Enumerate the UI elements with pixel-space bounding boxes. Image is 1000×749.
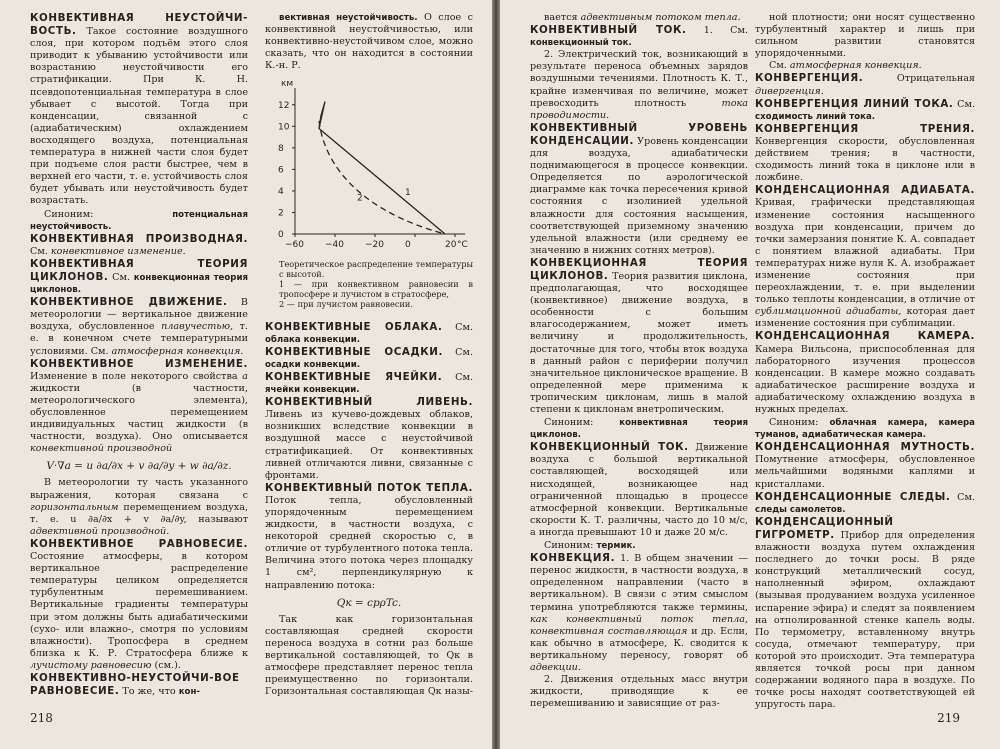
left-column-2 bbox=[265, 12, 473, 698]
italic-term: плавучестью, bbox=[161, 321, 234, 333]
italic-term: атмосферная конвекция. bbox=[789, 60, 922, 72]
dictionary-entry: КОНВЕКТИВНАЯ НЕУСТОЙЧИ-ВОСТЬ. Такое состояние воздушного слоя, при котором подъём этого слоя приводит к убыванию устойчивости или возрастанию неустойчивости его стратификации. При К. Н. псевдопотенциальная температура в слое убывает с высотой. Тогда при конденсации, связанной с (адиабатическим) охлаждением восходящего воздуха, потенциальная температура в нижней части слоя будет при подъеме слоя расти быстрее, чем в верхней его части, т. е. устойчивость слоя будет убывать или неустойчивость будет возрастать. bbox=[30, 12, 248, 207]
dictionary-entry: КОНВЕКТИВНЫЙ ТОК. 1. См. конвекционный ток. bbox=[530, 24, 748, 49]
paragraph: 2. Движения отдельных масс внутри жидкости, приводящие к ее перемешиванию и зависящие от раз- bbox=[530, 674, 748, 710]
synonym-line: Синоним: термик. bbox=[544, 540, 636, 552]
curve-1-solid bbox=[319, 102, 445, 234]
entry-headword: КОНДЕНСАЦИОННАЯ МУТНОСТЬ. bbox=[755, 441, 975, 454]
y-tick-label: 2 bbox=[278, 208, 284, 219]
dictionary-entry: КОНДЕНСАЦИОННАЯ АДИАБАТА. Кривая, графически представляющая изменение состояния насыщенного воздуха при конденсации, причем до точки замерзания понятие К. А. совпадает с понятием влажной адиабаты. При температурах ниже нуля К. А. изображает изменение состояния при переохлаждении, т. е. при выделении только теплоты конденсации, в отличие от сублимационной адиабаты, которая дает изменение состояния при сублимации. bbox=[755, 184, 975, 330]
x-tick-label: 0 bbox=[405, 240, 411, 251]
formula: V·∇a = u ∂a/∂x + v ∂a/∂y + w ∂a/∂z. bbox=[46, 460, 232, 473]
y-tick-label: 8 bbox=[278, 144, 284, 155]
y-tick-label: 4 bbox=[278, 187, 284, 198]
right-page bbox=[500, 0, 1000, 749]
entry-headword: КОНВЕКТИВНЫЙ ТОК. bbox=[530, 24, 687, 37]
italic-term: адвекции. bbox=[530, 661, 581, 673]
cross-reference: сходимость линий тока. bbox=[755, 111, 876, 122]
dictionary-entry: КОНВЕКТИВНЫЕ ОБЛАКА. См. облака конвекции. bbox=[265, 320, 473, 345]
caption-line: 1 — при конвективном равновесии в тропосфере и лучистом в стратосфере, bbox=[279, 278, 473, 299]
dictionary-entry: КОНВЕКТИВНЫЙ ПОТОК ТЕПЛА. Поток тепла, обусловленный упорядоченным перемещением жидкости, в частности воздуха, с некоторой средней скоростью c, в отличие от турбулентного потока тепла. Величина этого потока через площадку 1 см², перпендикулярную к направлению потока: bbox=[265, 481, 473, 591]
dictionary-entry: КОНДЕНСАЦИОННЫЙ ГИГРОМЕТР. Прибор для определения влажности воздуха путем охлаждения последнего до точки росы. В ряде конструкций металлический сосуд, наполненный эфиром, охлаждают (вызывая продуванием воздуха усиленное испарение эфира) и следят за появлением на отполированной стенке капель воды. По термометру, вставленному внутрь сосуда, отмечают температуру, при которой это происходит. Эта температура является точкой росы при данном содержании водяного пара в воздухе. По точке росы находят соответствующей ей упругость пара. bbox=[755, 515, 975, 711]
formula: Qк = cpρTc. bbox=[336, 596, 402, 609]
entry-headword: КОНВЕКТИВНЫЕ ЯЧЕЙКИ. bbox=[265, 370, 443, 383]
cross-reference: облака конвекции. bbox=[265, 334, 361, 345]
synonym-line: Синоним: конвективная теория циклонов. bbox=[530, 417, 748, 441]
y-axis-unit: км bbox=[281, 79, 294, 90]
dictionary-entry: КОНДЕНСАЦИОННАЯ МУТНОСТЬ. Помутнение атмосферы, обусловленное мельчайшими водяными каплями и кристаллами. bbox=[755, 441, 975, 490]
entry-headword: КОНВЕКТИВНОЕ ДВИЖЕНИЕ. bbox=[30, 296, 228, 309]
entry-headword: КОНВЕКЦИОННЫЙ ТОК. bbox=[530, 441, 689, 454]
caption-title: Теоретическое распределение температуры с высотой. bbox=[279, 258, 473, 279]
entry-headword: КОНВЕКТИВНАЯ НЕУСТОЙЧИ-ВОСТЬ. bbox=[30, 12, 248, 38]
entry-headword: КОНДЕНСАЦИОННАЯ КАМЕРА. bbox=[755, 330, 975, 343]
cross-reference: осадки конвекции. bbox=[265, 359, 361, 370]
page-number-left: 218 bbox=[30, 711, 53, 725]
right-column-1 bbox=[530, 12, 748, 710]
italic-term: a bbox=[242, 370, 248, 382]
paragraph: ной плотности; они носят существенно турбулентный характер и лишь при сильном развитии становятся упорядоченными. bbox=[755, 12, 975, 60]
dictionary-entry: КОНВЕКТИВНО-НЕУСТОЙЧИ-ВОЕ РАВНОВЕСИЕ. То же, что кон- bbox=[30, 671, 240, 698]
italic-term: сублимационной адиабаты, bbox=[755, 306, 902, 318]
left-page bbox=[0, 0, 492, 749]
x-axis-unit: °C bbox=[457, 240, 468, 251]
entry-headword: КОНВЕКТИВНАЯ ПРОИЗВОДНАЯ. bbox=[30, 232, 248, 245]
dictionary-entry: КОНВЕКТИВНАЯ ТЕОРИЯ ЦИКЛОНОВ. См. конвекционная теория циклонов. bbox=[30, 257, 248, 296]
italic-term: конвективное изменение. bbox=[50, 245, 186, 257]
left-column-1 bbox=[30, 12, 248, 698]
dictionary-entry: КОНВЕКЦИОННЫЙ ТОК. Движение воздуха с большой вертикальной составляющей, восходящей или нисходящей, возникающее над ограниченной площадью в процессе атмосферной конвекции. Вертикальные скорости К. Т. различны, часто до 10 м/с, а иногда превышают 10 и даже 20 м/с. bbox=[530, 441, 748, 538]
entry-headword: КОНДЕНСАЦИОННАЯ АДИАБАТА. bbox=[755, 184, 975, 197]
cross-reference: конвекционный ток. bbox=[530, 38, 632, 49]
synonym-term: потенциальная неустойчивость. bbox=[30, 209, 248, 232]
entry-headword: КОНВЕРГЕНЦИЯ. bbox=[755, 72, 864, 85]
synonym-term: термик. bbox=[596, 541, 636, 552]
italic-term: конвективной производной bbox=[30, 443, 173, 455]
entry-headword: КОНВЕКЦИОННАЯ ТЕОРИЯ ЦИКЛОНОВ. bbox=[530, 256, 748, 282]
curve-2-label: 2 bbox=[357, 194, 363, 205]
y-tick-label: 10 bbox=[278, 122, 290, 133]
entry-headword: КОНДЕНСАЦИОННЫЙ ГИГРОМЕТР. bbox=[755, 515, 894, 541]
dictionary-entry: КОНВЕРГЕНЦИЯ ТРЕНИЯ. Конвергенция скорости, обусловленная действием трения; в частности, сходимость линий тока в циклоне или в ложбине. bbox=[755, 122, 975, 184]
dictionary-entry: КОНВЕРГЕНЦИЯ ЛИНИЙ ТОКА. См. сходимость линий тока. bbox=[755, 97, 975, 122]
italic-term: атмосферная конвекция. bbox=[111, 345, 244, 357]
entry-headword: КОНВЕКТИВНЫЙ ЛИВЕНЬ. bbox=[265, 396, 473, 409]
dictionary-entry: КОНВЕРГЕНЦИЯ. Отрицательная дивергенция. bbox=[755, 72, 975, 97]
paragraph: См. атмосферная конвекция. bbox=[769, 60, 922, 72]
entry-headword: КОНВЕКТИВНОЕ РАВНОВЕСИЕ. bbox=[30, 537, 248, 550]
synonym-line: Синоним: потенциальная неустойчивость. bbox=[30, 208, 248, 232]
italic-term: дивергенция. bbox=[755, 85, 824, 97]
dictionary-entry: КОНВЕКТИВНЫЙ УРОВЕНЬ КОНДЕНСАЦИИ. Уровень конденсации для воздуха, адиабатически поднимающегося в процессе конвекции. Определяется по аэрологической диаграмме как точка пересечения кривой состояния с изолинией удельной влажности для состояния насыщения, соответствующей приземному значению удельной влажности (или среднему ее значению в нижних сотнях метров). bbox=[530, 121, 748, 256]
cross-reference: кон- bbox=[178, 687, 200, 698]
y-tick-label: 0 bbox=[278, 230, 284, 241]
y-tick-label: 12 bbox=[278, 101, 290, 112]
synonym-line: Синоним: облачная камера, камера туманов, адиабатическая камера. bbox=[755, 417, 975, 441]
x-tick-label: 20 bbox=[445, 240, 457, 251]
entry-headword: КОНВЕКТИВНЫЙ ПОТОК ТЕПЛА. bbox=[265, 481, 473, 494]
temperature-profile-chart bbox=[265, 74, 473, 252]
italic-term: как конвективный поток тепла, конвективная составляющая bbox=[530, 613, 748, 637]
x-tick-label: −60 bbox=[285, 240, 304, 251]
dictionary-entry: КОНВЕКЦИЯ. 1. В общем значении — перенос жидкости, в частности воздуха, в определенном направлении (часто в вертикальном). В связи с этим смыслом термина употребляются также термины, как конвективный поток тепла, конвективная составляющая и др. Если, как обычно в атмосфере, К. сводится к вертикальному переносу, говорят об адвекции. bbox=[530, 552, 748, 673]
dictionary-entry: КОНВЕКТИВНЫЕ ЯЧЕЙКИ. См. ячейки конвекции. bbox=[265, 370, 473, 396]
italic-term: лучистому равновесию bbox=[30, 659, 152, 671]
entry-headword: КОНВЕКТИВНО-НЕУСТОЙЧИ-ВОЕ РАВНОВЕСИЕ. bbox=[30, 671, 240, 698]
dictionary-entry: КОНВЕКТИВНЫЕ ОСАДКИ. См. осадки конвекции. bbox=[265, 345, 473, 370]
curve-2-dashed bbox=[319, 121, 445, 234]
italic-term: адвективным потоком тепла. bbox=[580, 12, 741, 23]
curve-1-label: 1 bbox=[405, 188, 411, 199]
entry-headword: КОНДЕНСАЦИОННЫЕ СЛЕДЫ. bbox=[755, 490, 951, 503]
dictionary-entry: КОНВЕКТИВНАЯ ПРОИЗВОДНАЯ. См. конвективное изменение. bbox=[30, 232, 248, 257]
paragraph: В метеорологии ту часть указанного выражения, которая связана с горизонтальным перемещением воздуха, т. е. u ∂a/∂x + v ∂a/∂y, называют адвективной производной. bbox=[30, 477, 248, 537]
book-gutter bbox=[492, 0, 500, 749]
entry-headword: КОНВЕКТИВНАЯ ТЕОРИЯ ЦИКЛОНОВ. bbox=[30, 257, 248, 283]
caption-line: 2 — при лучистом равновесии. bbox=[279, 298, 413, 309]
synonym-term: конвективная теория циклонов. bbox=[530, 418, 748, 441]
dictionary-entry: КОНВЕКТИВНОЕ РАВНОВЕСИЕ. Состояние атмосферы, в котором вертикальное распределение температуры целиком определяется турбулентным перемешиванием. Вертикальные градиенты температуры при этом должны быть адиабатическими (сухо- или влажно-, смотря по условиям влажности). Тропосфера в среднем близка к К. Р. Стратосфера ближе к лучистому равновесию (см.). bbox=[30, 537, 248, 671]
dictionary-entry: КОНВЕКТИВНОЕ ИЗМЕНЕНИЕ. Изменение в поле некоторого свойства a жидкости (в частности, метеорологического элемента), обусловленное перемещением индивидуальных частиц жидкости (в частности, воздуха). Оно описывается конвективной производной bbox=[30, 357, 248, 455]
paragraph: вается адвективным потоком тепла. bbox=[544, 12, 741, 23]
temperature-profile-figure bbox=[265, 72, 473, 320]
x-tick-label: −20 bbox=[365, 240, 384, 251]
dictionary-entry: КОНВЕКТИВНОЕ ДВИЖЕНИЕ. В метеорологии — вертикальное движение воздуха, обусловленное плавучестью, т. е. в конечном счете температурными условиями. См. атмосферная конвекция. bbox=[30, 296, 248, 357]
entry-headword: КОНВЕКТИВНОЕ ИЗМЕНЕНИЕ. bbox=[30, 357, 248, 370]
entry-headword: КОНВЕКЦИЯ. bbox=[530, 552, 616, 565]
cross-reference: следы самолетов. bbox=[755, 504, 846, 515]
right-column-2 bbox=[755, 12, 975, 711]
italic-term: тока проводимости. bbox=[530, 97, 748, 121]
cross-reference: вективная неустойчивость. bbox=[279, 13, 418, 23]
x-tick-label: −40 bbox=[325, 240, 344, 251]
dictionary-entry: КОНДЕНСАЦИОННАЯ КАМЕРА. Камера Вильсона, приспособленная для лабораторного изучения процессов конденсации. В камере можно создавать адиабатическое расширение воздуха и адиабатическому охлаждению воздуха в нужных пределах. bbox=[755, 330, 975, 415]
italic-term: адвективной производной. bbox=[30, 525, 170, 537]
entry-headword: КОНВЕКТИВНЫЕ ОБЛАКА. bbox=[265, 320, 443, 333]
entry-headword: КОНВЕРГЕНЦИЯ ЛИНИЙ ТОКА. bbox=[755, 97, 954, 110]
paragraph: 2. Электрический ток, возникающий в результате переноса объемных зарядов воздушными течениями. Плотность К. Т., крайне изменчивая по величине, может превосходить плотность тока проводимости. bbox=[530, 49, 748, 121]
entry-headword: КОНВЕКТИВНЫЙ УРОВЕНЬ КОНДЕНСАЦИИ. bbox=[530, 121, 748, 147]
paragraph: вективная неустойчивость. О слое с конвективной неустойчивостью, или конвективно-неустойчивом слое, можно сказать, что он находится в состоянии К.-н. Р. bbox=[265, 12, 473, 72]
y-tick-label: 6 bbox=[278, 165, 284, 176]
cross-reference: конвекционная теория циклонов. bbox=[30, 272, 248, 296]
italic-term: горизонтальным bbox=[30, 501, 119, 513]
entry-headword: КОНВЕРГЕНЦИЯ ТРЕНИЯ. bbox=[755, 122, 975, 135]
entry-headword: КОНВЕКТИВНЫЕ ОСАДКИ. bbox=[265, 345, 443, 358]
figure-caption bbox=[265, 259, 473, 309]
paragraph: Так как горизонтальная составляющая средней скорости переноса воздуха в сотни раз больше вертикальной составляющей, то Qк в атмосфере представляет перенос тепла преимущественно по горизонтали. Горизонтальная составляющая Qк назы- bbox=[265, 613, 473, 698]
page-number-right: 219 bbox=[937, 711, 960, 725]
dictionary-entry: КОНВЕКТИВНЫЙ ЛИВЕНЬ. Ливень из кучево-дождевых облаков, возникших вследствие конвекции в воздушной массе с неустойчивой стратификацией. От конвективных ливней отличаются ливни, связанные с фронтами. bbox=[265, 396, 473, 481]
cross-reference: ячейки конвекции. bbox=[265, 385, 360, 396]
synonym-term: облачная камера, камера туманов, адиабатическая камера. bbox=[755, 418, 975, 441]
dictionary-entry: КОНДЕНСАЦИОННЫЕ СЛЕДЫ. См. следы самолетов. bbox=[755, 490, 975, 515]
dictionary-entry: КОНВЕКЦИОННАЯ ТЕОРИЯ ЦИКЛОНОВ. Теория развития циклона, предполагающая, что восходящее (конвективное) движение воздуха, в особенности с большим влагосодержанием, может иметь величину и продолжительность, достаточные для того, чтобы вток воздуха в данный район с периферии получил значительное циклоническое вращение. В определенной мере применима к тропическим циклонам, лишь в малой степени к циклонам внетропическим. bbox=[530, 256, 748, 415]
